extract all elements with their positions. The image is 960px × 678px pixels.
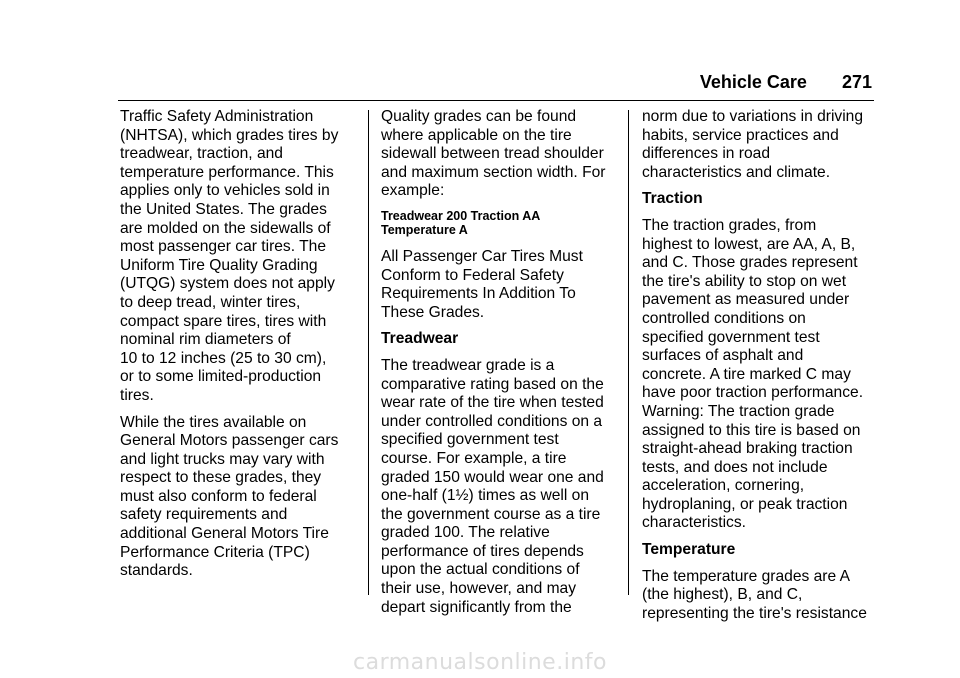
section-title: Vehicle Care	[699, 72, 807, 92]
watermark-text: carmanualsonline.info	[353, 650, 607, 675]
grade-example: Treadwear 200 Traction AA Temperature A	[381, 208, 541, 237]
paragraph-quality-grades: Quality grades can be found where applicable on the tire sidewall between tread shoulder and maximum section width. For example:	[381, 108, 606, 200]
header-rule	[118, 100, 874, 101]
page-number: 271	[841, 72, 872, 92]
column-divider-1	[368, 110, 369, 595]
heading-treadwear: Treadwear	[381, 330, 459, 348]
column-divider-2	[628, 110, 629, 595]
paragraph-norm: norm due to variations in driving habits, service practices and differences in road characteristics and climate.	[642, 108, 864, 181]
text-column-3	[642, 108, 882, 631]
heading-traction: Traction	[642, 190, 703, 208]
paragraph-utqg-intro: Traffic Safety Administration (NHTSA), which grades tires by treadwear, traction, and temperature performance. This applies only to vehicles sold in the United States. The grades are molded on the sidewalls of most passenger car tires. The Uniform Tire Quality Grading (UTQG) system does not apply to deep tread, winter tires, compact spare tires, tires with nominal rim diameters of 10 to 12 inches (25 to 30 cm), or to some limited-production tires.	[120, 108, 339, 404]
paragraph-treadwear: The treadwear grade is a comparative rating based on the wear rate of the tire when tested under controlled conditions on a specified government test course. For example, a tire graded 150 would wear one and one-half (1½) times as well on the government course as a tire graded 100. The relative performance of tires depends upon the actual conditions of their use, however, and may depart significantly from the	[381, 356, 604, 616]
paragraph-conform: All Passenger Car Tires Must Conform to Federal Safety Requirements In Addition To These Grades.	[381, 247, 583, 321]
paragraph-gm-tires: While the tires available on General Motors passenger cars and light trucks may vary with respect to these grades, they must also conform to federal safety requirements and additional General Motors Tire Performance Criteria (TPC) standards.	[120, 413, 339, 580]
paragraph-traction: The traction grades, from highest to lowest, are AA, A, B, and C. Those grades represent the tire's ability to stop on wet pavement as measured under controlled conditions on specified government test surfaces of asphalt and concrete. A tire marked C may have poor traction performance. Warning: The traction grade assigned to this tire is based on straight-ahead braking traction tests, and does not include acceleration, cornering, hydroplaning, or peak traction characteristics.	[642, 216, 864, 532]
text-column-1	[120, 108, 360, 589]
text-column-2	[381, 108, 621, 625]
heading-temperature: Temperature	[642, 541, 736, 559]
paragraph-temperature: The temperature grades are A (the highest), B, and C, representing the tire's resistance	[642, 567, 867, 622]
page-header	[700, 72, 872, 93]
